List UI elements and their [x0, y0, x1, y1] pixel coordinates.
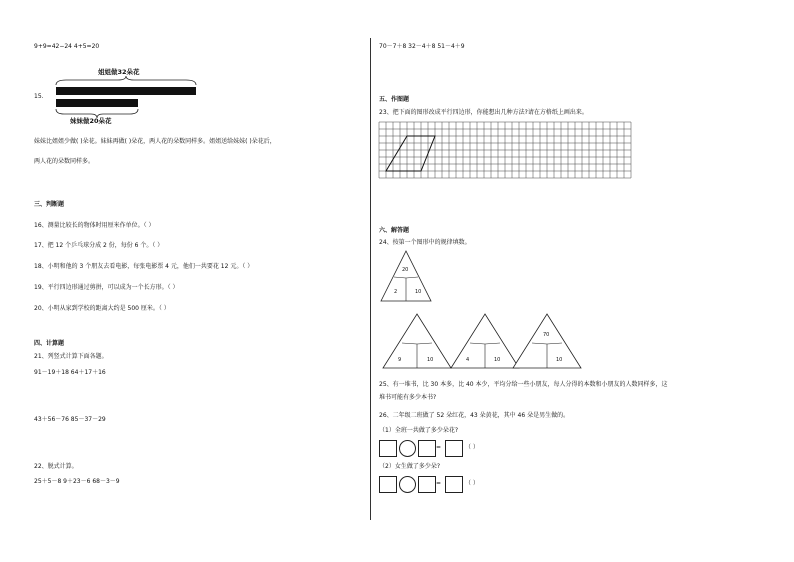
- triangle-2: [450, 313, 520, 369]
- tri3-right: 10: [556, 357, 563, 363]
- q25-line1: 25、有一堆书，比 30 本多，比 40 本少，平均分给一些小朋友，每人分得的本数和小朋友的人数同样多，这: [379, 381, 668, 388]
- section-3-heading: 三、判断题: [34, 201, 65, 208]
- column-divider: [370, 38, 371, 520]
- triangle-1: [382, 313, 452, 369]
- q15-top-label: 姐姐做32朵花: [98, 68, 140, 76]
- q15-text-line1: 妹妹比姐姐少做( )朵花。妹妹再做( )朵花，两人花的朵数同样多。姐姐送给妹妹( )朵花后，: [34, 138, 276, 145]
- section-6-heading: 六、解答题: [379, 227, 410, 234]
- equals-sign: =: [436, 480, 442, 487]
- big-sister-bar: [56, 87, 196, 95]
- q15-number: 15.: [34, 93, 44, 100]
- section-4-heading: 四、计算题: [34, 340, 65, 347]
- triangle-3: [512, 313, 582, 369]
- q22-row: 25＋5－8 9＋23－6 68－3－9: [34, 478, 120, 485]
- triangle-example: [380, 250, 432, 302]
- q20: 20、小明从家到学校的距离大约是 500 厘米。（ ）: [34, 305, 170, 312]
- q22: 22、脱式计算。: [34, 463, 78, 470]
- q15-bottom-label: 妹妹做20朵花: [70, 117, 112, 125]
- answer-box[interactable]: [418, 476, 436, 493]
- q26-part2: （2）女生做了多少朵?: [379, 463, 441, 470]
- q19: 19、平行四边形通过剪拼，可以成为一个长方形。（ ）: [34, 284, 179, 291]
- answer-box[interactable]: [379, 440, 397, 457]
- tri2-right: 10: [494, 357, 501, 363]
- operator-circle[interactable]: [399, 476, 416, 493]
- tri2-left: 4: [466, 357, 470, 363]
- operator-circle[interactable]: [399, 440, 416, 457]
- q17: 17、把 12 个乒乓球分成 2 份，每份 6 个。（ ）: [34, 242, 164, 249]
- tri-example-top: 20: [402, 267, 409, 273]
- tri-example-left: 2: [394, 289, 398, 295]
- q26-part1: （1）全班一共做了多少朵花?: [379, 427, 459, 434]
- answer-box[interactable]: [418, 440, 436, 457]
- q24: 24、按第一个图形中的规律填数。: [379, 239, 471, 246]
- top-brace: [56, 76, 196, 86]
- answer-box[interactable]: [445, 440, 463, 457]
- unit-paren: （ ）: [465, 444, 479, 451]
- tri1-left: 9: [398, 357, 402, 363]
- q26: 26、二年级二班做了 52 朵红花，43 朵黄花，其中 46 朵是男生做的。: [379, 412, 570, 419]
- calc-line-right: 70－7＋8 32－4＋8 51－4＋9: [379, 43, 465, 50]
- answer-box[interactable]: [445, 476, 463, 493]
- equals-sign: =: [436, 444, 442, 451]
- q23: 23、把下面的图形改成平行四边形，你能想出几种方法?请在方格纸上画出来。: [379, 109, 588, 116]
- q21-row2: 43＋56－76 85－37－29: [34, 416, 106, 423]
- q16: 16、测量比较长的物体时用厘米作单位。（ ）: [34, 222, 155, 229]
- tri-example-right: 10: [415, 289, 422, 295]
- q21-row1: 91－19＋18 64＋17＋16: [34, 369, 106, 376]
- q25-line2: 堆书可能有多少本书?: [379, 394, 437, 401]
- q15-text-line2: 两人花的朵数同样多。: [34, 158, 95, 165]
- answer-box[interactable]: [379, 476, 397, 493]
- q18: 18、小明和他的 3 个朋友去看电影，每张电影票 4 元，他们一共要花 12 元。（ ）: [34, 263, 254, 270]
- unit-paren: （ ）: [465, 480, 479, 487]
- grid-quadrilateral: [386, 136, 435, 171]
- little-sister-bar: [56, 99, 138, 107]
- q21: 21、列竖式计算下面各题。: [34, 353, 108, 360]
- calc-line: 9+9=42−24 4+5=20: [34, 43, 100, 50]
- tri3-top: 70: [543, 332, 550, 338]
- section-5-heading: 五、作图题: [379, 96, 410, 103]
- drawing-grid[interactable]: [379, 122, 631, 179]
- tri1-right: 10: [427, 357, 434, 363]
